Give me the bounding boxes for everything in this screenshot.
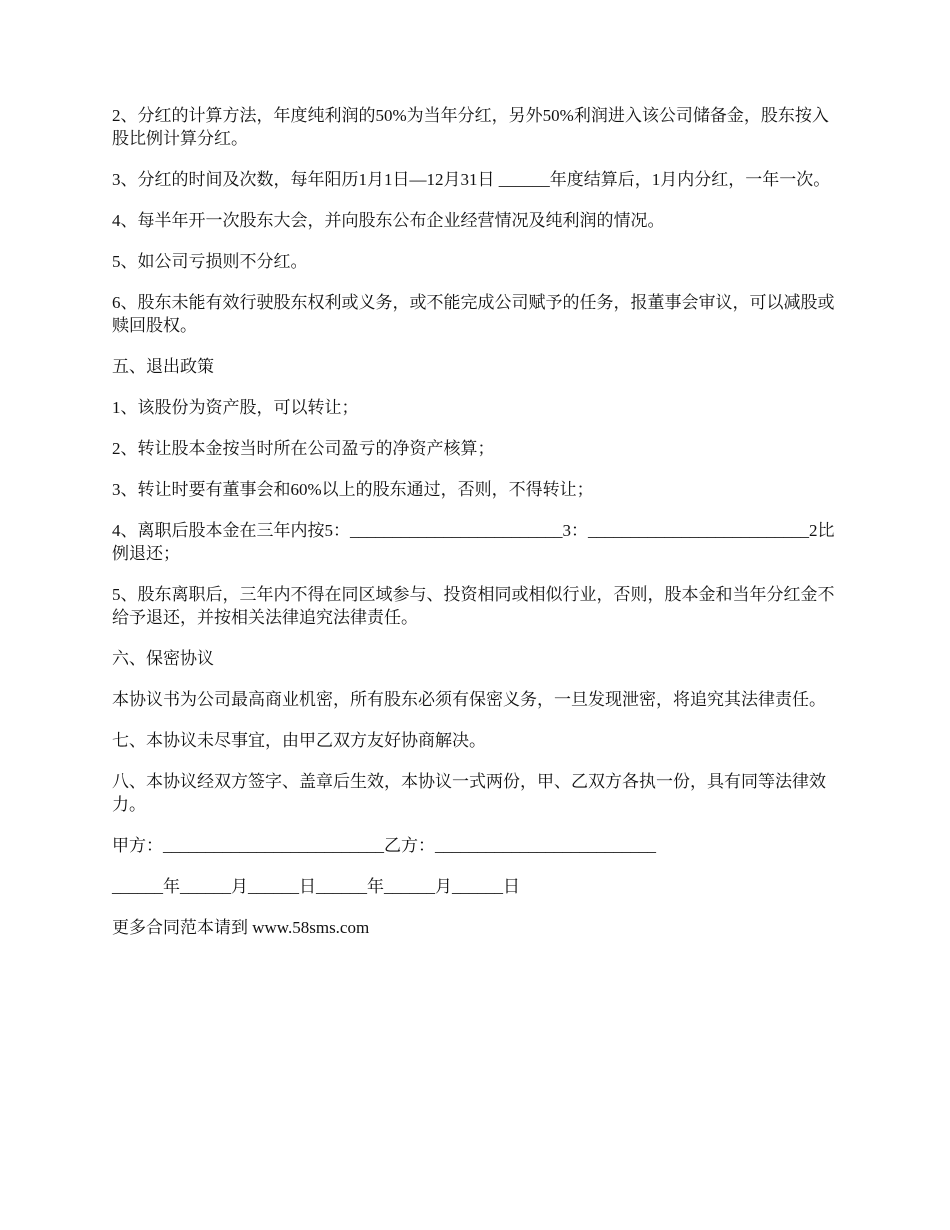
document-page bbox=[112, 104, 842, 957]
clause-transferable-shares: 1、该股份为资产股，可以转让； bbox=[112, 398, 359, 417]
clause-dividend-timing: 3、分红的时间及次数，每年阳历1月1日—12月31日 ______年度结算后，1月内分红，一年一次。 bbox=[112, 170, 831, 189]
section-heading-exit-policy: 五、退出政策 bbox=[112, 357, 214, 376]
date-line: ______年______月______日______年______月______日 bbox=[112, 877, 520, 896]
clause-shareholder-meeting: 4、每半年开一次股东大会，并向股东公布企业经营情况及纯利润的情况。 bbox=[112, 211, 665, 230]
clause-transfer-valuation: 2、转让股本金按当时所在公司盈亏的净资产核算； bbox=[112, 439, 495, 458]
signature-line: 甲方：__________________________乙方：__________________________ bbox=[112, 836, 656, 855]
clause-confidentiality: 本协议书为公司最高商业机密，所有股东必须有保密义务，一旦发现泄密，将追究其法律责任。 bbox=[112, 690, 826, 709]
clause-effectiveness: 八、本协议经双方签字、盖章后生效，本协议一式两份，甲、乙双方各执一份，具有同等法律效力。 bbox=[112, 772, 826, 814]
clause-no-dividend-on-loss: 5、如公司亏损则不分红。 bbox=[112, 252, 308, 271]
clause-non-compete: 5、股东离职后，三年内不得在同区域参与、投资相同或相似行业，否则，股本金和当年分红金不给予退还，并按相关法律追究法律责任。 bbox=[112, 585, 835, 627]
section-heading-confidentiality: 六、保密协议 bbox=[112, 649, 214, 668]
clause-dividend-calculation: 2、分红的计算方法，年度纯利润的50%为当年分红，另外50%利润进入该公司储备金，股东按入股比例计算分红。 bbox=[112, 106, 829, 148]
clause-transfer-approval: 3、转让时要有董事会和60%以上的股东通过，否则，不得转让； bbox=[112, 480, 594, 499]
footer-note: 更多合同范本请到 www.58sms.com bbox=[112, 918, 370, 937]
clause-share-reduction: 6、股东未能有效行驶股东权利或义务，或不能完成公司赋予的任务，报董事会审议，可以减股或赎回股权。 bbox=[112, 293, 835, 335]
clause-refund-ratio: 4、离职后股本金在三年内按5：_________________________3：__________________________2比例退还； bbox=[112, 521, 835, 563]
clause-unresolved-matters: 七、本协议未尽事宜，由甲乙双方友好协商解决。 bbox=[112, 731, 486, 750]
